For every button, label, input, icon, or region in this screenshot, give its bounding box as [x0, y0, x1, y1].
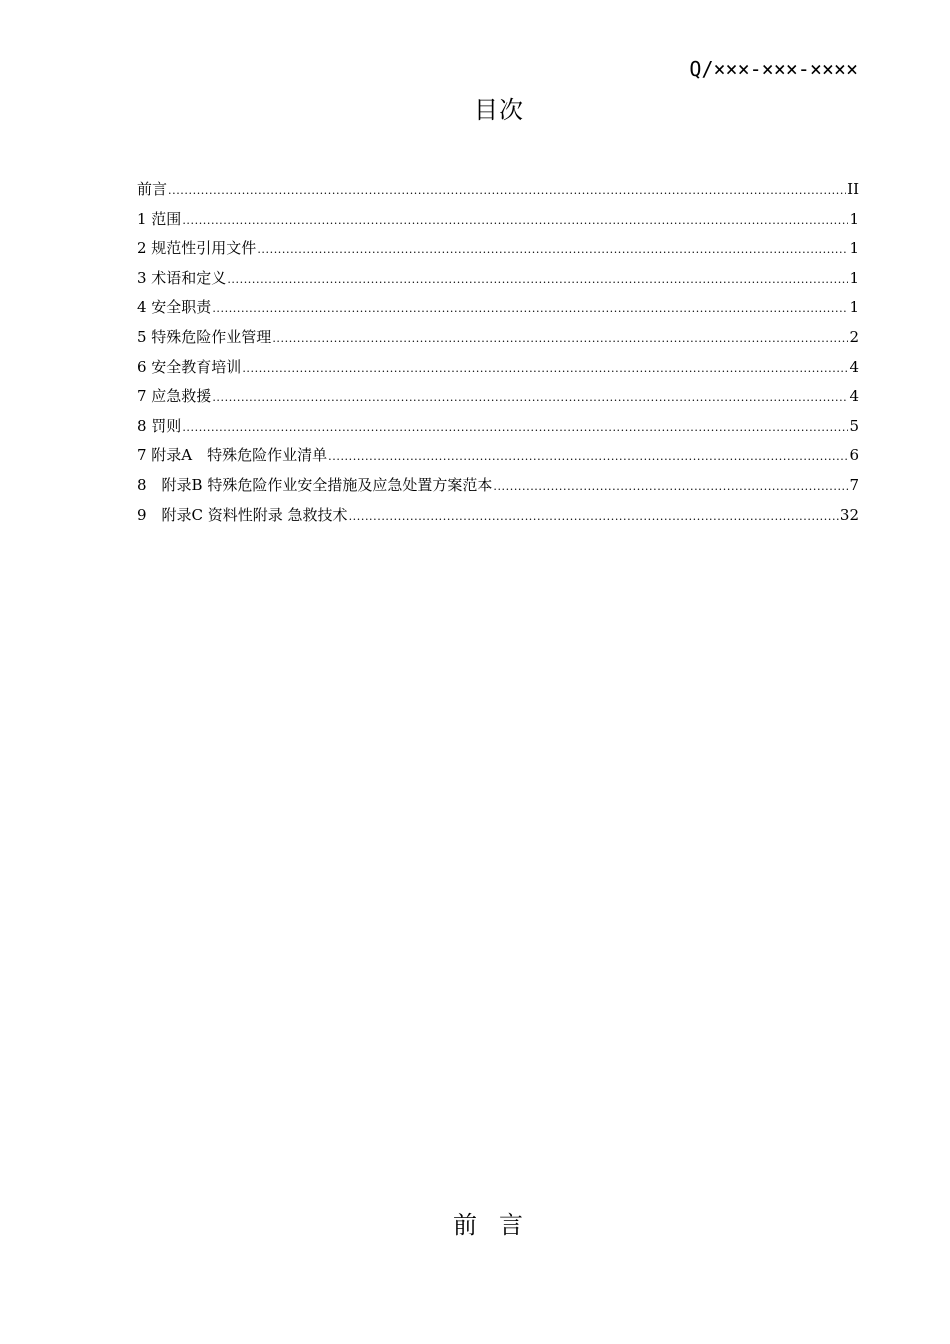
toc-leader-dots [168, 184, 846, 197]
toc-entry-page: 6 [849, 446, 859, 465]
table-of-contents [137, 178, 859, 533]
toc-leader-dots [212, 391, 848, 404]
toc-leader-dots [493, 480, 848, 493]
toc-entry-page: 32 [839, 505, 859, 524]
toc-leader-dots [328, 450, 848, 463]
toc-leader-dots [212, 302, 848, 315]
preface-title: 前言 [453, 1211, 545, 1239]
toc-entry-label: 8 附录B 特殊危险作业安全措施及应急处置方案范本 [137, 475, 493, 494]
toc-entry-page: 1 [849, 209, 859, 228]
toc-leader-dots [272, 332, 848, 345]
toc-entry-page: 4 [849, 387, 859, 406]
toc-entry-page: 5 [849, 416, 859, 435]
toc-entry-label: 7 附录A 特殊危险作业清单 [137, 446, 328, 465]
toc-entry-page: 1 [849, 239, 859, 258]
toc-entry-page: II [847, 180, 859, 198]
toc-entry[interactable] [137, 356, 859, 386]
toc-entry[interactable] [137, 237, 859, 267]
toc-entry-page: 2 [849, 327, 859, 346]
toc-entry-page: 7 [849, 475, 859, 494]
toc-entry[interactable] [137, 208, 859, 238]
toc-leader-dots [349, 510, 839, 523]
toc-title: 目次 [474, 96, 524, 124]
document-code: Q/×××-×××-×××× [689, 57, 858, 81]
toc-entry[interactable] [137, 504, 859, 534]
toc-leader-dots [242, 362, 848, 375]
toc-leader-dots [257, 243, 848, 256]
toc-entry-label: 2 规范性引用文件 [137, 239, 257, 258]
toc-entry[interactable] [137, 415, 859, 445]
toc-entry[interactable] [137, 267, 859, 297]
toc-entry-label: 4 安全职责 [137, 298, 212, 317]
toc-entry[interactable] [137, 444, 859, 474]
toc-entry-page: 1 [849, 268, 859, 287]
toc-entry-page: 1 [849, 298, 859, 317]
toc-leader-dots [227, 273, 848, 286]
toc-entry-label: 8 罚则 [137, 416, 182, 435]
toc-entry[interactable] [137, 474, 859, 504]
toc-entry[interactable] [137, 385, 859, 415]
toc-leader-dots [182, 421, 848, 434]
toc-leader-dots [182, 214, 848, 227]
toc-entry-label: 6 安全教育培训 [137, 357, 242, 376]
toc-entry-page: 4 [849, 357, 859, 376]
toc-entry[interactable] [137, 296, 859, 326]
toc-entry[interactable] [137, 178, 859, 208]
toc-entry-label: 1 范围 [137, 209, 182, 228]
toc-entry-label: 5 特殊危险作业管理 [137, 327, 272, 346]
toc-entry-label: 7 应急救援 [137, 387, 212, 406]
toc-entry[interactable] [137, 326, 859, 356]
toc-entry-label: 9 附录C 资料性附录 急救技术 [137, 505, 348, 524]
toc-entry-label: 3 术语和定义 [137, 268, 227, 287]
toc-entry-label: 前言 [137, 180, 168, 198]
